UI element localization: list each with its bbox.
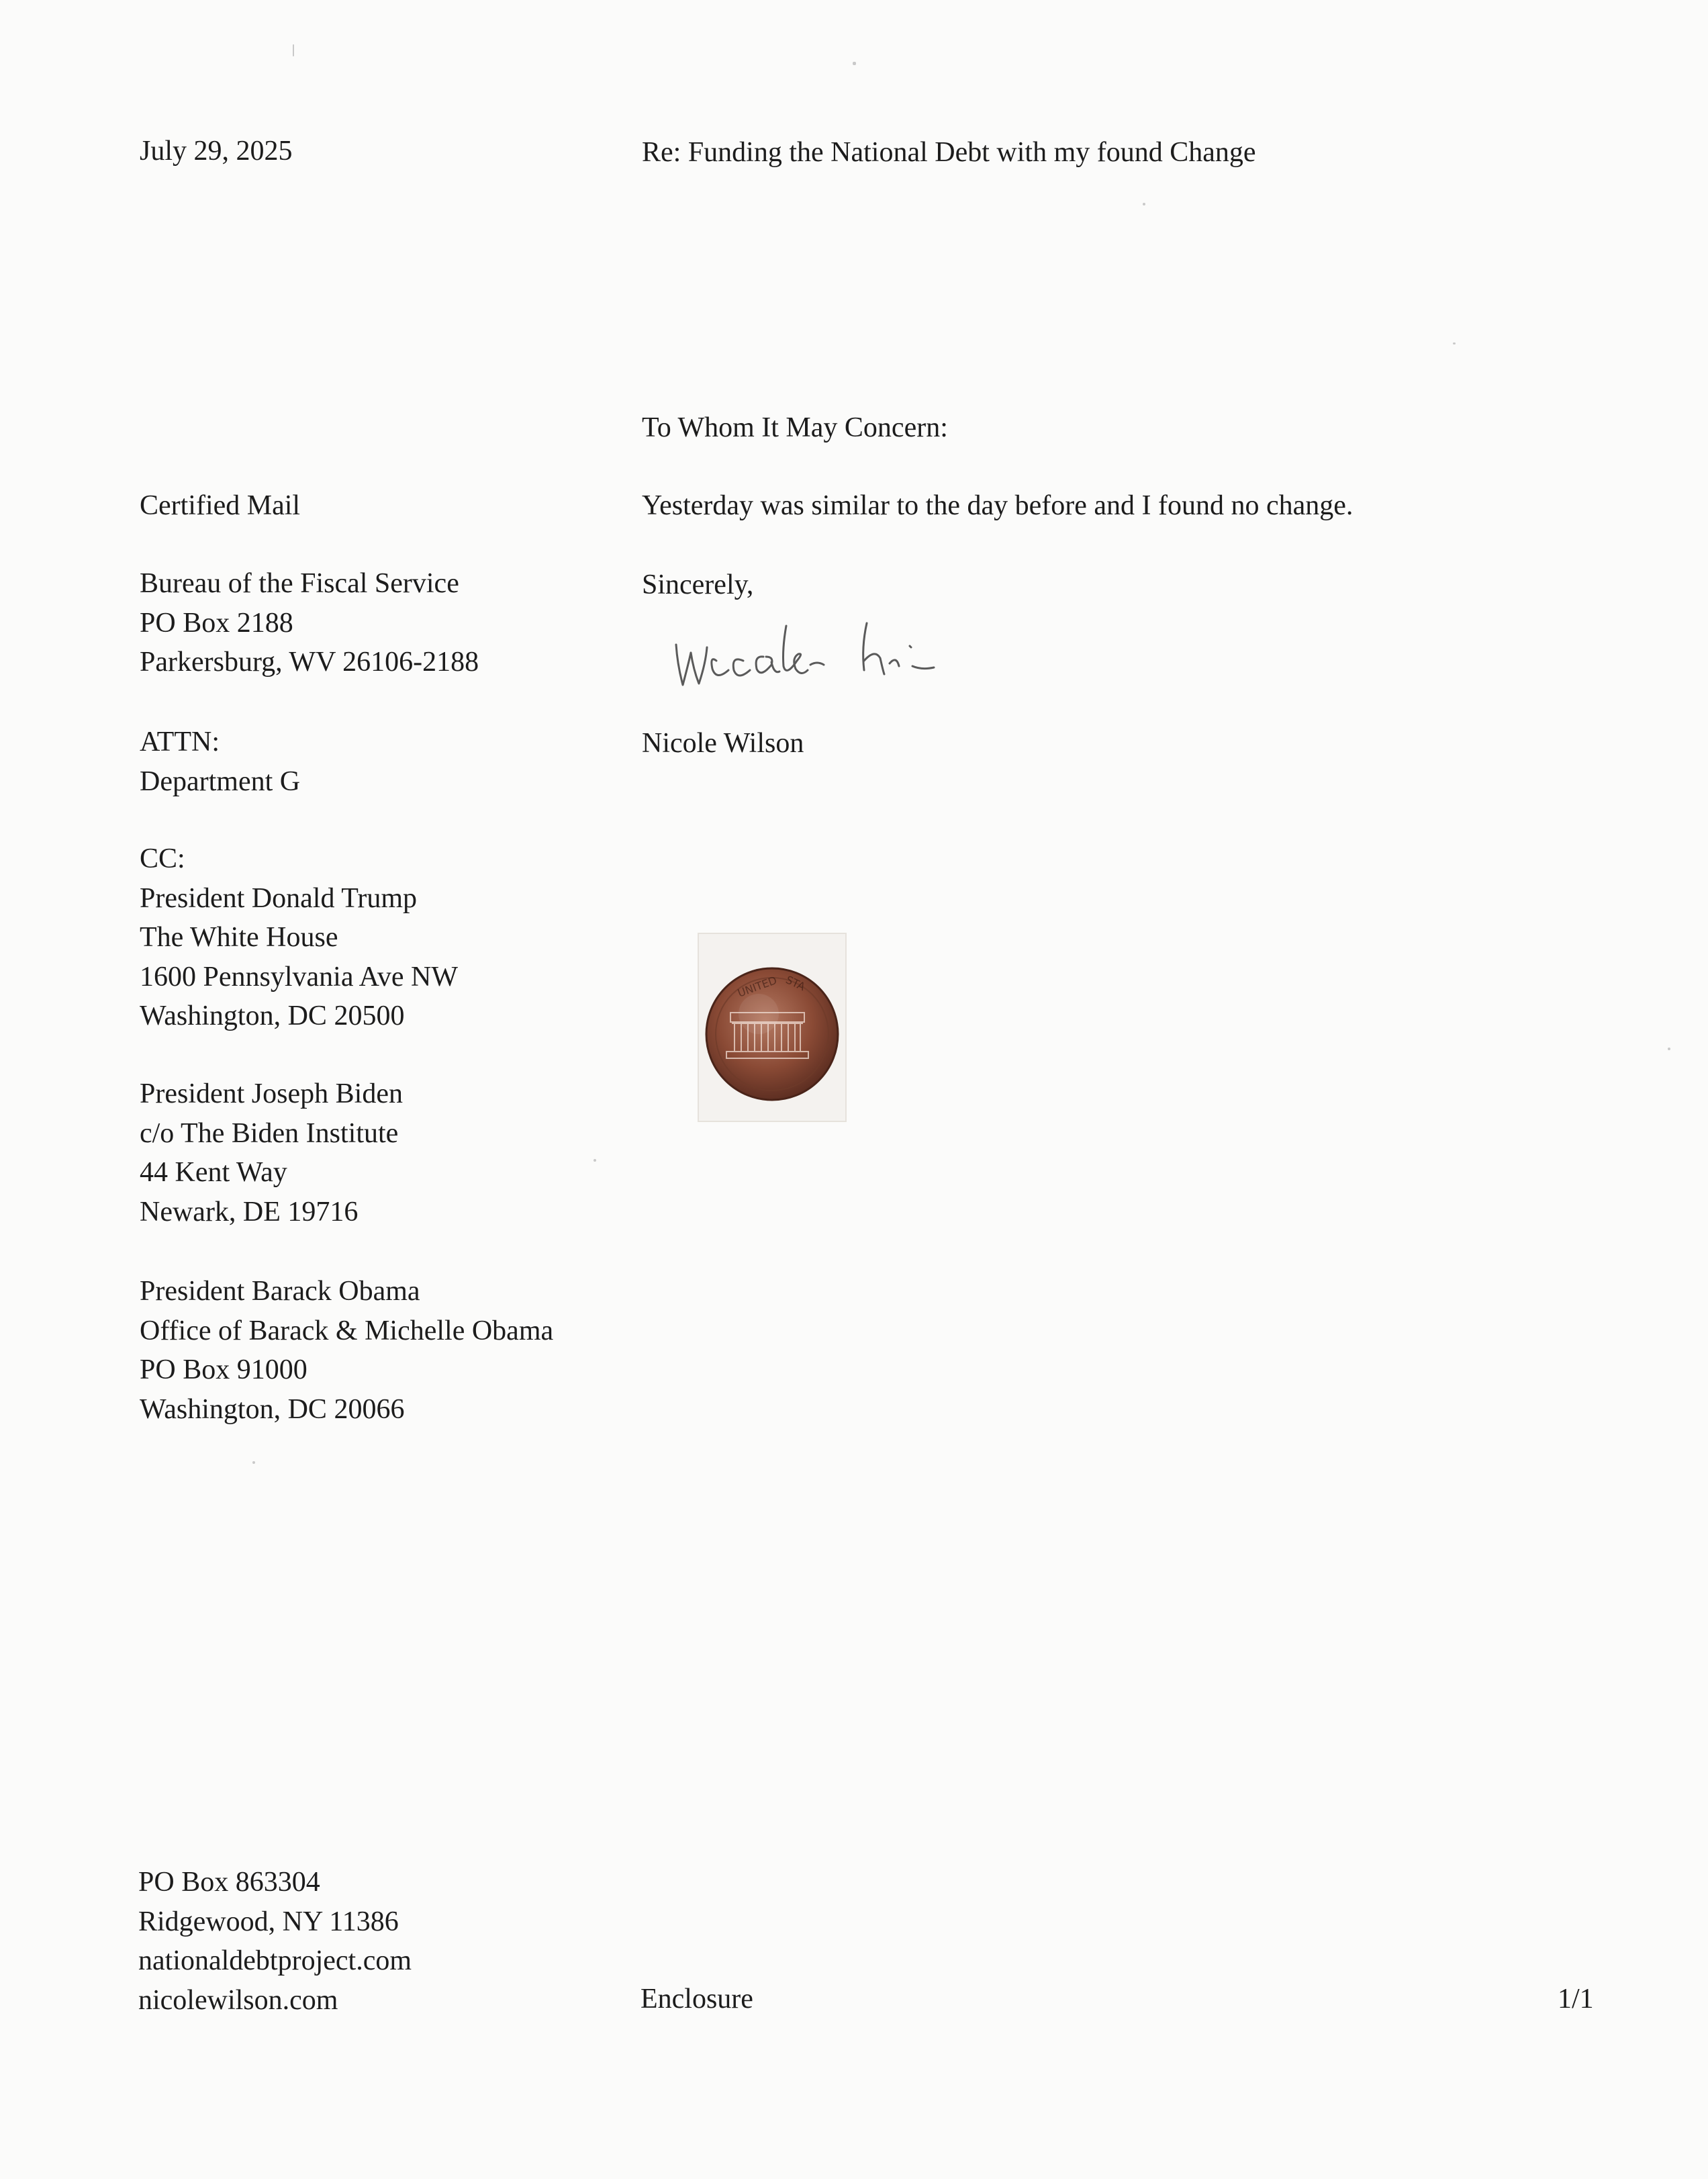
salutation: To Whom It May Concern: [642,412,948,443]
cc-line: President Barack Obama [140,1276,420,1307]
footer-line: Ridgewood, NY 11386 [138,1906,399,1937]
mail-type: Certified Mail [140,490,301,521]
letter-date: July 29, 2025 [140,136,293,167]
attention-label: ATTN: [140,727,220,757]
cc-line: PO Box 91000 [140,1354,307,1385]
page-number: 1/1 [1558,1984,1594,2014]
attention-department: Department G [140,766,301,797]
cc-line: Newark, DE 19716 [140,1196,359,1227]
signature-image [668,591,1004,698]
footer-link[interactable]: nicolewilson.com [138,1984,338,2016]
scan-speck [252,1461,255,1464]
closing: Sincerely, [642,569,754,600]
cc-line: Washington, DC 20500 [140,1001,405,1031]
cc-line: 44 Kent Way [140,1157,287,1188]
cc-line: Washington, DC 20066 [140,1393,405,1425]
recipient-line: Parkersburg, WV 26106-2188 [140,647,479,678]
scan-speck [594,1159,596,1162]
cc-recipient-biden [140,1074,403,1232]
scan-speck [853,62,856,65]
scan-speck [1143,203,1145,205]
scan-speck [293,44,294,56]
cc-recipient-obama [140,1272,553,1429]
svg-text:STA: STA [784,973,808,994]
cc-line: The White House [140,922,338,953]
footer-link[interactable]: nationaldebtproject.com [138,1945,412,1976]
recipient-line: PO Box 2188 [140,607,293,639]
cc-line: 1600 Pennsylvania Ave NW [140,961,458,992]
cc-label: CC: [140,843,185,874]
cc-line: President Donald Trump [140,882,418,914]
attention-block [140,723,300,801]
cc-line: c/o The Biden Institute [140,1117,399,1149]
recipient-address [140,564,479,682]
cc-block [140,839,458,1036]
enclosure-label: Enclosure [640,1984,753,2014]
cc-line: President Joseph Biden [140,1078,403,1109]
sender-footer [138,1863,412,2020]
cc-line: Office of Barack & Michelle Obama [140,1315,554,1346]
svg-text:UNITED: UNITED [736,974,779,1000]
scan-speck [1668,1048,1670,1050]
signer-name: Nicole Wilson [642,728,804,759]
letter-body: Yesterday was similar to the day before and I found no change. [642,490,1354,521]
penny-image [685,927,859,1128]
recipient-line: Bureau of the Fiscal Service [140,568,459,599]
scan-speck [1453,342,1456,344]
footer-line: PO Box 863304 [138,1867,320,1898]
letter-subject: Re: Funding the National Debt with my found Change [642,137,1256,168]
